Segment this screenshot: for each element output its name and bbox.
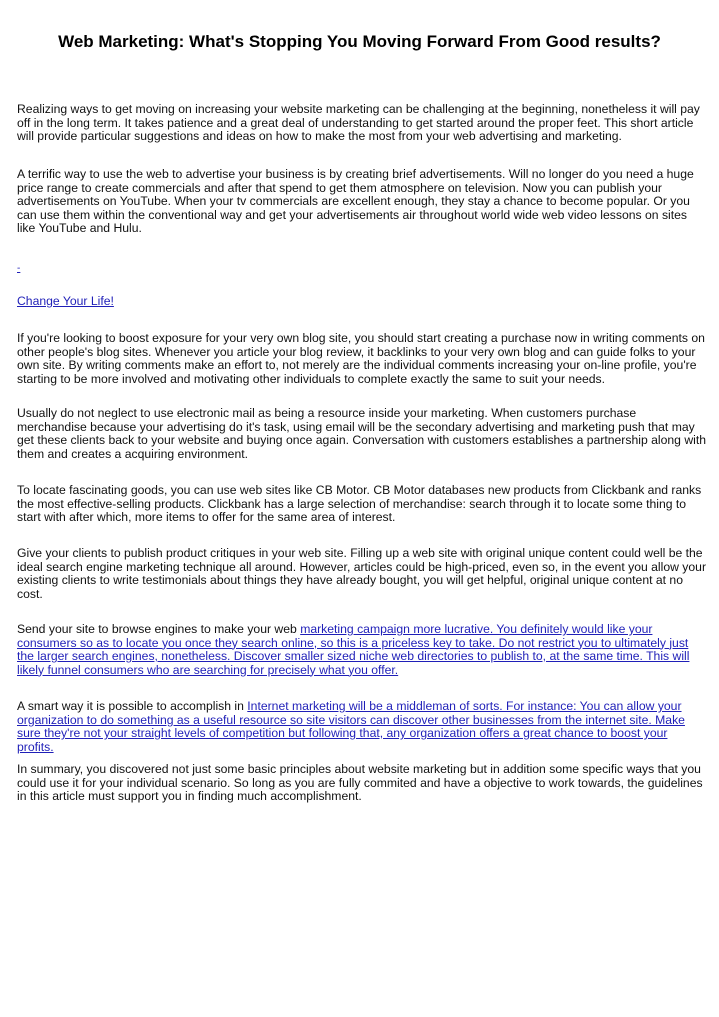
- paragraph-email: Usually do not neglect to use electronic mail as being a resource inside your marketing. When customers purchase merchandise because your advertising do it's task, using email will be the secondary advertising and marketing push that may get these clients back to your website and buying once again. Conversation with customers establishes a partnership along with them and creates a acquiring environment.: [17, 406, 706, 461]
- dash-link[interactable]: -: [17, 263, 21, 274]
- paragraph-search-engines: [17, 623, 707, 677]
- paragraph-cb-motor: To locate fascinating goods, you can use web sites like CB Motor. CB Motor databases new products from Clickbank and ranks the most effective-selling products. Clickbank has a large selection of merchandise: search through it to locate some thing to start with after which, more items to offer for the same area of interest.: [17, 483, 702, 524]
- paragraph-summary: In summary, you discovered not just some basic principles about website marketing but in addition some specific ways that you could use it for your individual scenario. So long as you are fully commited and have a objective to work towards, the guidelines in this article must support you in finding much accomplishment.: [17, 762, 703, 803]
- paragraph-blog-comments: If you're looking to boost exposure for your very own blog site, you should start creating a purchase now in writing comments on other people's blog sites. Whenever you article your blog review, it backlinks to your very own blog and can guide folks to your own site. By writing comments make an effort to, not merely are the individual comments increasing your on-line profile, you're starting to be more involved and motivating other individuals to complete exactly the same to suit your needs.: [17, 331, 705, 386]
- marketing-campaign-link[interactable]: marketing campaign more lucrative. You definitely would like your consumers so as to locate you once they search online, so this is a priceless key to take. Do not restrict you to ultimately just the larger search engines, nonetheless. Discover smaller sized niche web directories to publish to, at the same time. This will likely funnel consumers who are searching for precisely what you offer.: [17, 622, 690, 677]
- paragraph-intro: Realizing ways to get moving on increasing your website marketing can be challenging at the beginning, nonetheless it will pay off in the long term. It takes patience and a great deal of understanding to get started around the proper feet. This short article will provide particular suggestions and ideas on how to make the most from your web advertising and marketing.: [17, 102, 700, 143]
- paragraph-product-reviews: Give your clients to publish product critiques in your web site. Filling up a web site with original unique content could well be the ideal search engine marketing technique all around. However, articles could be high-priced, even so, in the event you allow your existing clients to write testimonials about things they have already bought, you will get helpful, original unique content at no cost.: [17, 546, 706, 601]
- paragraph-search-engines-text: Send your site to browse engines to make your web: [17, 622, 301, 636]
- paragraph-middleman: [17, 700, 707, 754]
- article-title: Web Marketing: What's Stopping You Moving Forward From Good results?: [58, 32, 661, 51]
- paragraph-video-ads: A terrific way to use the web to advertise your business is by creating brief advertisements. Will no longer do you need a huge price range to create commercials and after that spend to get them atmosphere on television. Now you can publish your advertisements on YouTube. When your tv commercials are excellent enough, they stay a chance to become popular. Or you can use them within the conventional way and get your advertisements air throughout world wide web video lessons on sites like YouTube and Hulu.: [17, 167, 694, 235]
- internet-marketing-link[interactable]: Internet marketing will be a middleman of sorts. For instance: You can allow your organization to do something as a useful resource so site visitors can discover other businesses from the internet site. Make sure they're not your straight levels of competition but following that, any organization offers a great chance to boost your profits.: [17, 699, 685, 754]
- change-your-life-link[interactable]: Change Your Life!: [17, 294, 114, 308]
- paragraph-middleman-text: A smart way it is possible to accomplish in: [17, 699, 248, 713]
